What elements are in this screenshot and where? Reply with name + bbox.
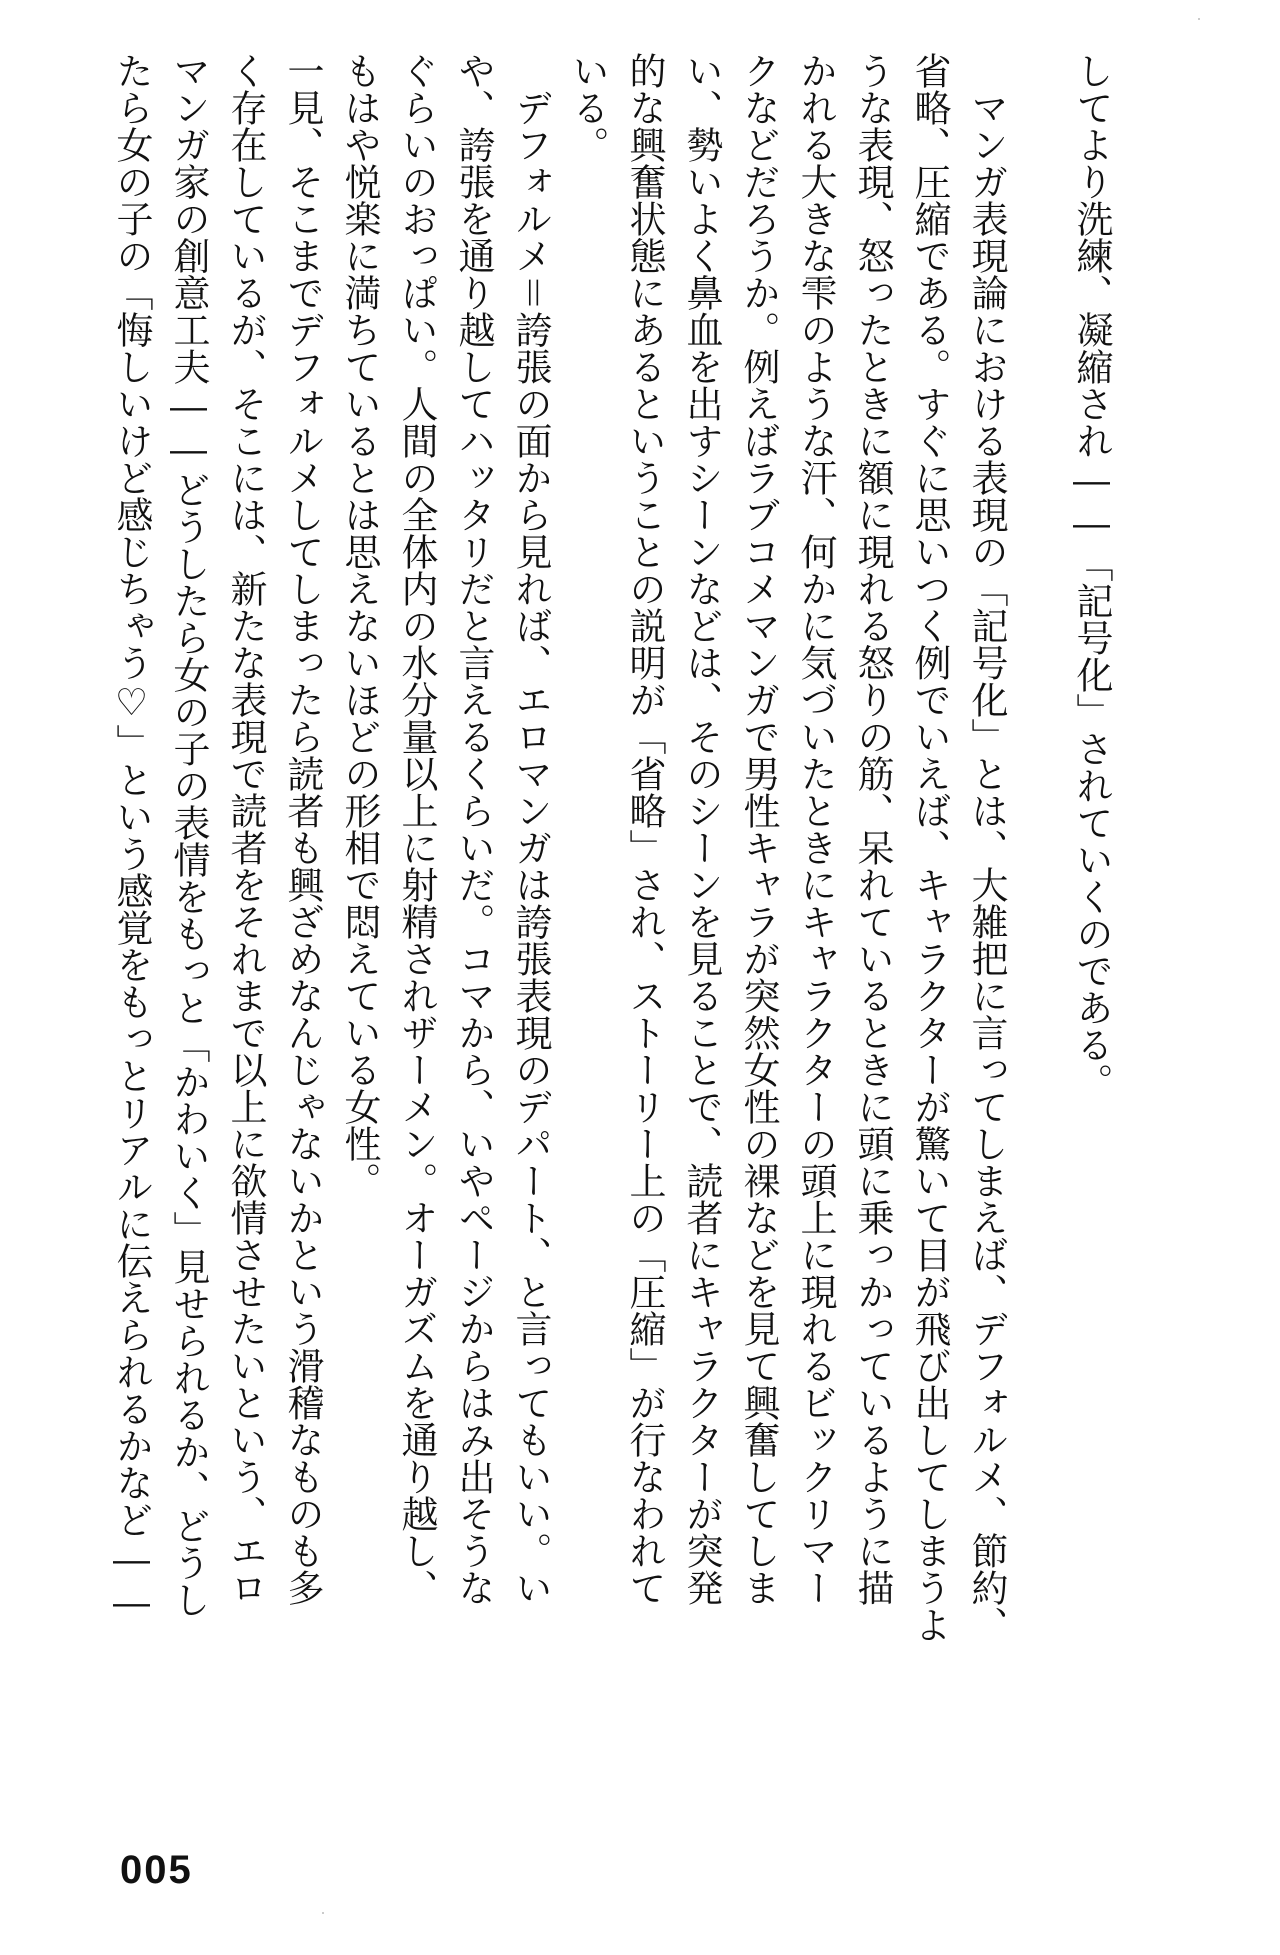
text-line: デフォルメ＝誇張の面から見れば、エロマンガは誇張表現のデパート、と言ってもいい。い bbox=[509, 52, 552, 1606]
text-line: い、勢いよく鼻血を出すシーンなどは、そのシーンを見ることで、読者にキャラクターが突発 bbox=[680, 52, 723, 1606]
text-line: もはや悦楽に満ちているとは思えないほどの形相で悶えている女性。 bbox=[338, 52, 381, 1199]
scan-speck bbox=[1198, 18, 1200, 20]
paragraph-gap bbox=[1015, 52, 1063, 53]
scan-speck bbox=[322, 1912, 324, 1914]
text-line: かれる大きな雫のような汗、何かに気づいたときにキャラクターの頭上に現れるビックリマー bbox=[794, 52, 837, 1606]
text-line: マンガ表現論における表現の「記号化」とは、大雑把に言ってしまえば、デフォルメ、節約、 bbox=[965, 52, 1008, 1643]
text-line: いる。 bbox=[566, 52, 609, 163]
page-number: 005 bbox=[120, 1848, 193, 1892]
text-line: く存在しているが、そこには、新たな表現で読者をそれまで以上に欲情させたいという、エロ bbox=[224, 52, 267, 1606]
text-line: たら女の子の「悔しいけど感じちゃう♡」という感覚をもっとリアルに伝えられるかなど―― bbox=[110, 52, 153, 1624]
text-line: 一見、そこまでデフォルメしてしまったら読者も興ざめなんじゃないかという滑稽なものも多 bbox=[281, 52, 324, 1606]
text-line: ぐらいのおっぱい。人間の全体内の水分量以上に射精されザーメン。オーガズムを通り越し、 bbox=[395, 52, 438, 1606]
text-line: うな表現、怒ったときに額に現れる怒りの筋、呆れているときに頭に乗っかっているように描 bbox=[851, 52, 894, 1606]
text-line: マンガ家の創意工夫――どうしたら女の子の表情をもっと「かわいく」見せられるか、どうし bbox=[167, 52, 210, 1618]
text-line: クなどだろうか。例えばラブコメマンガで男性キャラが突然女性の裸などを見て興奮してしま bbox=[737, 52, 780, 1606]
text-line: や、誇張を通り越してハッタリだと言えるくらいだ。コマから、いやページからはみ出そうな bbox=[452, 52, 495, 1606]
text-line: 的な興奮状態にあるということの説明が「省略」され、ストーリー上の「圧縮」が行なわれて bbox=[623, 52, 666, 1606]
text-line: 省略、圧縮である。すぐに思いつく例でいえば、キャラクターが驚いて目が飛び出してしまうよ bbox=[908, 52, 951, 1643]
body-text bbox=[103, 52, 1120, 1643]
text-line: してより洗練、凝縮され――「記号化」されていくのである。 bbox=[1070, 52, 1113, 1100]
